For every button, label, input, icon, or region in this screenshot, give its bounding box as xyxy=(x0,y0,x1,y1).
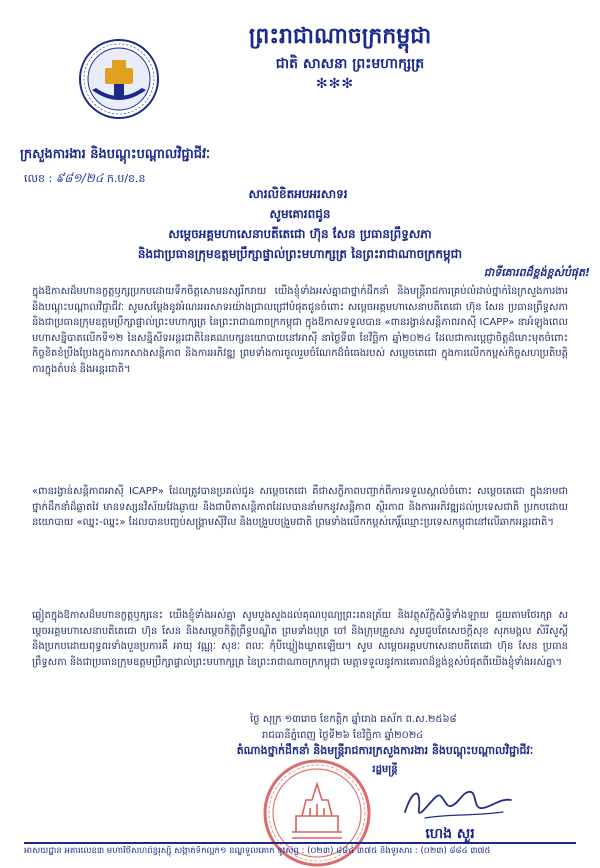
footer-divider xyxy=(24,842,576,844)
addressee-honorific: ជាទីគោរពដ៏ខ្ពង់ខ្ពស់បំផុត! xyxy=(483,266,590,279)
reference-label: លេខ : xyxy=(24,172,53,185)
ministry-name: ក្រសួងការងារ និងបណ្តុះបណ្តាលវិជ្ជាជីវៈ xyxy=(20,147,211,162)
addressee-line-2: និងជាប្រធានក្រុមឧត្តមប្រឹក្សាផ្ទាល់ព្រះមហាក្សត្រ នៃព្រះរាជាណាចក្រកម្ពុជា xyxy=(137,247,463,261)
handwritten-signature-icon xyxy=(385,778,525,828)
body-paragraph-1: ក្នុងឱកាសដ៏មហានក្ខត្តឫក្សប្រកបដោយទឹកចិត្តសោមនស្សរីករាយ យើងខ្ញុំទាំងអស់គ្នាជាថ្នាក់ដឹកនាំ និងមន្ត្រីរាជការគ្រប់លំដាប់ថ្នាក់នៃក្រសួងការងារ និងបណ្តុះបណ្តាលវិជ្ជាជីវៈ សូមសម្តែងនូវអំណរអរសាទរយ៉ាងជ្រាលជ្រៅបំផុតជូនចំពោះ សម្តេចអគ្គមហាសេនាបតីតេជោ ហ៊ុន សែន ប្រធានព្រឹទ្ធសភា និងជាប្រធានក្រុមឧត្តមប្រឹក្សាផ្ទាល់ព្រះមហាក្សត្រ នៃព្រះរាជាណាចក្រកម្ពុជា ក្នុងឱកាសទទួលបាន «ពានរង្វាន់សន្តិភាពអាស៊ី ICAPP» នាអំឡុងពេលមហាសន្និបាតលើកទី១២ នៃសន្និសីទអន្តរជាតិនៃគណបក្សនយោបាយនៅអាស៊ី នាថ្ងៃទី៣ ខែវិច្ឆិកា ឆ្នាំ២០២៤ ដែលជាការប្តេជ្ញាចិត្តដ៏មោះមុតចំពោះកិច្ចខិតខំប្រឹងប្រែងក្នុងការកសាងសន្តិភាព និងការអភិវឌ្ឍ ព្រមទាំងការចូលរួមចំណែកដ៏ធំធេងរបស់ សម្តេចតេជោ ក្នុងការលើកកម្ពស់កិច្ចសហប្រតិបត្តិការក្នុងតំបន់ និងអន្តរជាតិ។ xyxy=(32,286,568,375)
solar-date: រាជធានីភ្នំពេញ ថ្ងៃទី២៦ ខែវិច្ឆិកា ឆ្នាំ២០២៤ xyxy=(262,730,424,741)
body-paragraph-2: «ពានរង្វាន់សន្តិភាពអាស៊ី ICAPP» ដែលត្រូវបានប្រគល់ជូន សម្តេចតេជោ គឺជាសក្ខីភាពបញ្ជាក់ពីការទទួលស្គាល់ចំពោះ សម្តេចតេជោ ក្នុងនាមជាថ្នាក់ដឹកនាំដ៏ឆ្លាតវៃ មានទស្សនវិស័យវែងឆ្ងាយ និងជាបិតាសន្តិភាពដែលបាននាំមកនូវសន្តិភាព ស្ថិរភាព និងការអភិវឌ្ឍដល់ប្រទេសជាតិ ប្រកបដោយនយោបាយ «ឈ្នះ-ឈ្នះ» ដែលបានបញ្ចប់សង្គ្រាមស៊ីវិល និងបង្រួបបង្រួមជាតិ ព្រមទាំងលើកកម្ពស់កេរ្តិ៍ឈ្មោះប្រទេសកម្ពុជានៅលើឆាកអន្តរជាតិ។ xyxy=(32,486,568,528)
signatory-title: តំណាងថ្នាក់ដឹកនាំ និងមន្ត្រីរាជការក្រសួងការងារ និងបណ្តុះបណ្តាលវិជ្ជាជីវៈ xyxy=(236,744,534,757)
reference-suffix: ក.ប/ខ.ន xyxy=(106,172,146,185)
heading-ornament: ✻✻✻ xyxy=(315,76,355,92)
lunar-date: ថ្ងៃ សុក្រ ១៣រោច ខែកត្តិក ឆ្នាំរោង ឆស័ក ព.ស.២៥៦៨ xyxy=(250,714,457,725)
footer-address: អាសយដ្ឋាន អគារលេខ៣ មហាវិថីសហព័ន្ធរុស្ស៊ី សង្កាត់ទឹកល្អក់១ ខណ្ឌទួលគោក ទូរស័ព្ទ : (០២៣) ៨៨៤ ៣៧៥ និងទូរសារ : (០២៣) ៨៨៤ ៣៧៥ xyxy=(24,846,491,856)
reference-number: ៩៨១/២៤ xyxy=(55,171,104,185)
signatory-name: ហេង សួរ xyxy=(425,826,475,842)
signatory-role: រដ្ឋមន្ត្រី xyxy=(372,764,398,775)
ministry-logo-icon xyxy=(78,38,160,120)
letter-type: សារលិខិតអបអរសាទរ xyxy=(248,187,348,201)
body-paragraph-3: ឆ្លៀតក្នុងឱកាសដ៏មហានក្ខត្តឫក្សនេះ យើងខ្ញុំទាំងអស់គ្នា សូមបួងសួងដល់គុណបុណ្យព្រះរតនត្រ័យ និងវត្ថុស័ក្តិសិទ្ធិទាំងឡាយ ជួយតាមថែរក្សា សម្តេចអគ្គមហាសេនាបតីតេជោ ហ៊ុន សែន និងសម្តេចកិត្តិព្រឹទ្ធបណ្ឌិត ព្រមទាំងបុត្រ ចៅ និងក្រុមគ្រួសារ សូមជួបតែសេចក្តីសុខ សុភមង្គល សិរីសួស្តី និងប្រកបដោយពុទ្ធពរទាំងបួនប្រការគឺ អាយុ វណ្ណៈ សុខៈ ពលៈ កុំបីឃ្លៀងឃ្លាតឡើយ។ សូម សម្តេចអគ្គមហាសេនាបតីតេជោ ហ៊ុន សែន ប្រធានព្រឹទ្ធសភា និងជាប្រធានក្រុមឧត្តមប្រឹក្សាផ្ទាល់ព្រះមហាក្សត្រ នៃព្រះរាជាណាចក្រកម្ពុជា មេត្តាទទួលនូវការគោរពដ៏ខ្ពង់ខ្ពស់បំផុតពីយើងខ្ញុំទាំងអស់គ្នា។ xyxy=(32,610,568,668)
respectfully-to: សូមគោរពជូន xyxy=(269,207,331,221)
national-motto: ជាតិ សាសនា ព្រះមហាក្សត្រ xyxy=(275,56,425,72)
kingdom-heading: ព្រះរាជាណាចក្រកម្ពុជា xyxy=(248,23,432,49)
addressee-line-1: សម្តេចអគ្គមហាសេនាបតីតេជោ ហ៊ុន សែន ប្រធានព្រឹទ្ធសភា xyxy=(168,227,432,241)
